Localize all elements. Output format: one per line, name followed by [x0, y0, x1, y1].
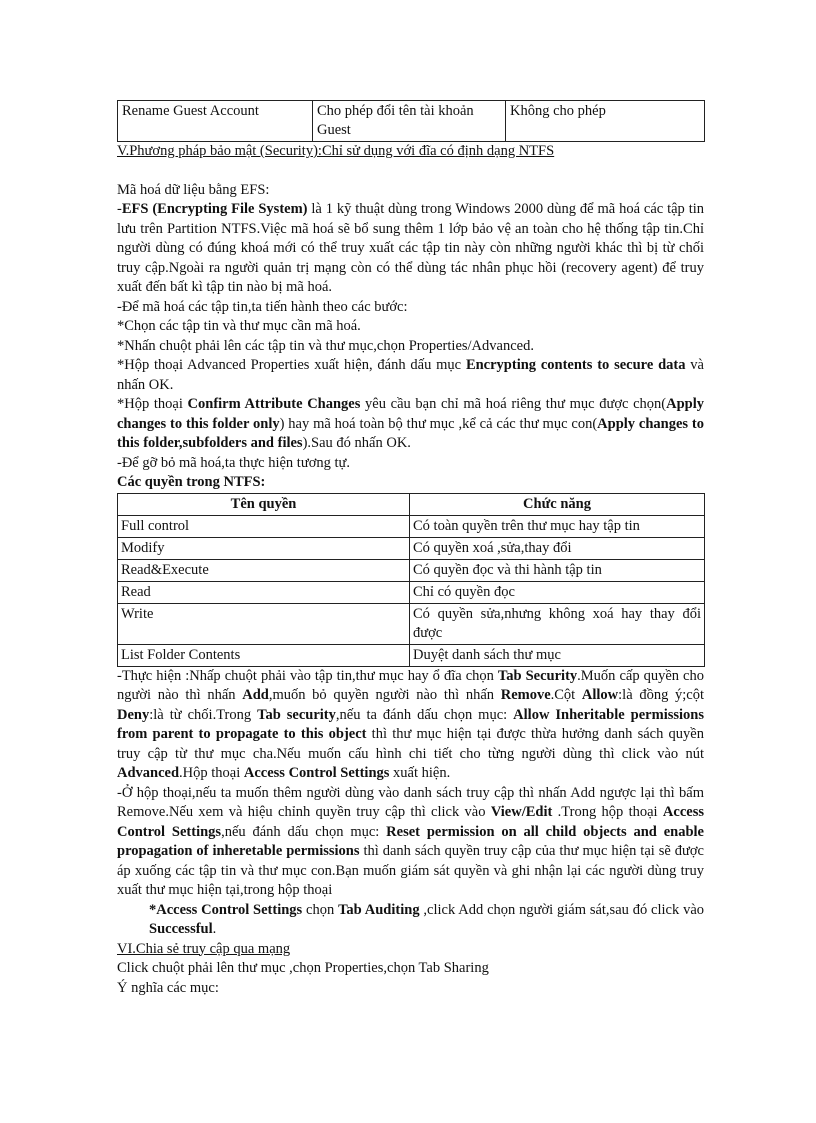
table-cell: Full control [118, 515, 410, 537]
table-cell: Read&Execute [118, 559, 410, 581]
table-row [118, 101, 705, 142]
paragraph: -Để gỡ bỏ mã hoá,ta thực hiện tương tự. [117, 454, 350, 471]
table-cell: Rename Guest Account [118, 101, 313, 142]
table-cell: Write [118, 603, 410, 644]
table-cell: Có quyền xoá ,sửa,thay đổi [410, 537, 705, 559]
table-cell: Có quyền đọc và thi hành tập tin [410, 559, 705, 581]
table-cell: Không cho phép [506, 101, 705, 142]
column-header: Tên quyền [118, 493, 410, 515]
table-row [118, 559, 705, 581]
table-row [118, 581, 705, 603]
paragraph: -Ở hộp thoại,nếu ta muốn thêm người dùng vào danh sách truy cập thì nhấn Add ngược lại thì bấm Remove.Nếu xem và hiệu chỉnh quyền truy cập thì click vào View/Edit .Trong hộp thoại Access Control Settings,nếu đánh dấu chọn mục: Reset permission on all child objects and enable propagation of inheretable permissions thì danh sách quyền truy cập của thư mục hiện tại sẽ được áp xuống các tập tin và thư mục con.Bạn muốn giám sát quyền và ghi nhận lại các người dùng truy xuất thư mục hiện tại,trong hộp thoại [117, 784, 704, 898]
table-row [118, 644, 705, 666]
section-heading: V.Phương pháp bảo mật (Security):Chỉ sử dụng với đĩa có định dạng NTFS [117, 143, 555, 159]
ntfs-rights-table [117, 493, 705, 667]
paragraph: Ý nghĩa các mục: [117, 979, 219, 996]
rights-heading: Các quyền trong NTFS: [117, 474, 266, 490]
table-cell: Chỉ có quyền đọc [410, 581, 705, 603]
section-heading: VI.Chia sẻ truy cập qua mạng [117, 940, 291, 957]
table-cell: List Folder Contents [118, 644, 410, 666]
table-cell: Duyệt danh sách thư mục [410, 644, 705, 666]
guest-account-table [117, 100, 705, 142]
paragraph: -Để mã hoá các tập tin,ta tiến hành theo các bước: [117, 298, 408, 315]
paragraph: *Nhấn chuột phải lên các tập tin và thư mục,chọn Properties/Advanced. [117, 337, 534, 354]
column-header: Chức năng [410, 493, 705, 515]
paragraph: *Chọn các tập tin và thư mục cần mã hoá. [117, 318, 361, 334]
paragraph: *Hộp thoại Confirm Attribute Changes yêu cầu bạn chỉ mã hoá riêng thư mục được chọn(Apply changes to this folder only) hay mã hoá toàn bộ thư mục ,kể cả các thư mục con(Apply changes to this folder,subfolders and files).Sau đó nhấn OK. [117, 396, 704, 451]
table-row [118, 515, 705, 537]
table-cell: Modify [118, 537, 410, 559]
table-row [118, 603, 705, 644]
table-row [118, 537, 705, 559]
paragraph: -EFS (Encrypting File System) là 1 kỹ thuật dùng trong Windows 2000 dùng để mã hoá các tập tin lưu trên Partition NTFS.Việc mã hoá sẽ bổ sung thêm 1 lớp bảo vệ an toàn cho hệ thống tập tin.Chỉ người dùng có đúng khoá mới có thể truy xuất các tập tin này còn những người khác thì bị từ chối truy cập.Ngoài ra người quản trị mạng còn có thể dùng tác nhân phục hồi (recovery agent) để truy xuất đến bất kì tập tin nào bị mã hoá. [117, 201, 704, 295]
efs-title: Mã hoá dữ liệu bằng EFS: [117, 181, 270, 198]
paragraph: *Access Control Settings chọn Tab Auditing ,click Add chọn người giám sát,sau đó click vào Successful. [149, 901, 705, 937]
table-header-row [118, 493, 705, 515]
paragraph: *Hộp thoại Advanced Properties xuất hiện, đánh dấu mục Encrypting contents to secure data và nhấn OK. [117, 357, 704, 393]
table-cell: Cho phép đổi tên tài khoản Guest [313, 101, 506, 142]
paragraph: -Thực hiện :Nhấp chuột phải vào tập tin,thư mục hay ổ đĩa chọn Tab Security.Muốn cấp quyền cho người nào thì nhấn Add,muốn bỏ quyền người nào thì nhấn Remove.Cột Allow:là đồng ý;cột Deny:là từ chối.Trong Tab security,nếu ta đánh dấu chọn mục: Allow Inheritable permissions from parent to propagate to this object thì thư mục hiện tại được thừa hưởng danh sách quyền truy cập từ thư mục cha.Nếu muốn cấu hình chi tiết cho từng người dùng thì click vào nút Advanced.Hộp thoại Access Control Settings xuất hiện. [117, 667, 705, 781]
table-cell: Có quyền sửa,nhưng không xoá hay thay đổi được [410, 603, 705, 644]
paragraph: Click chuột phải lên thư mục ,chọn Properties,chọn Tab Sharing [117, 960, 489, 976]
table-cell: Có toàn quyền trên thư mục hay tập tin [410, 515, 705, 537]
table-cell: Read [118, 581, 410, 603]
document-page [117, 100, 704, 998]
